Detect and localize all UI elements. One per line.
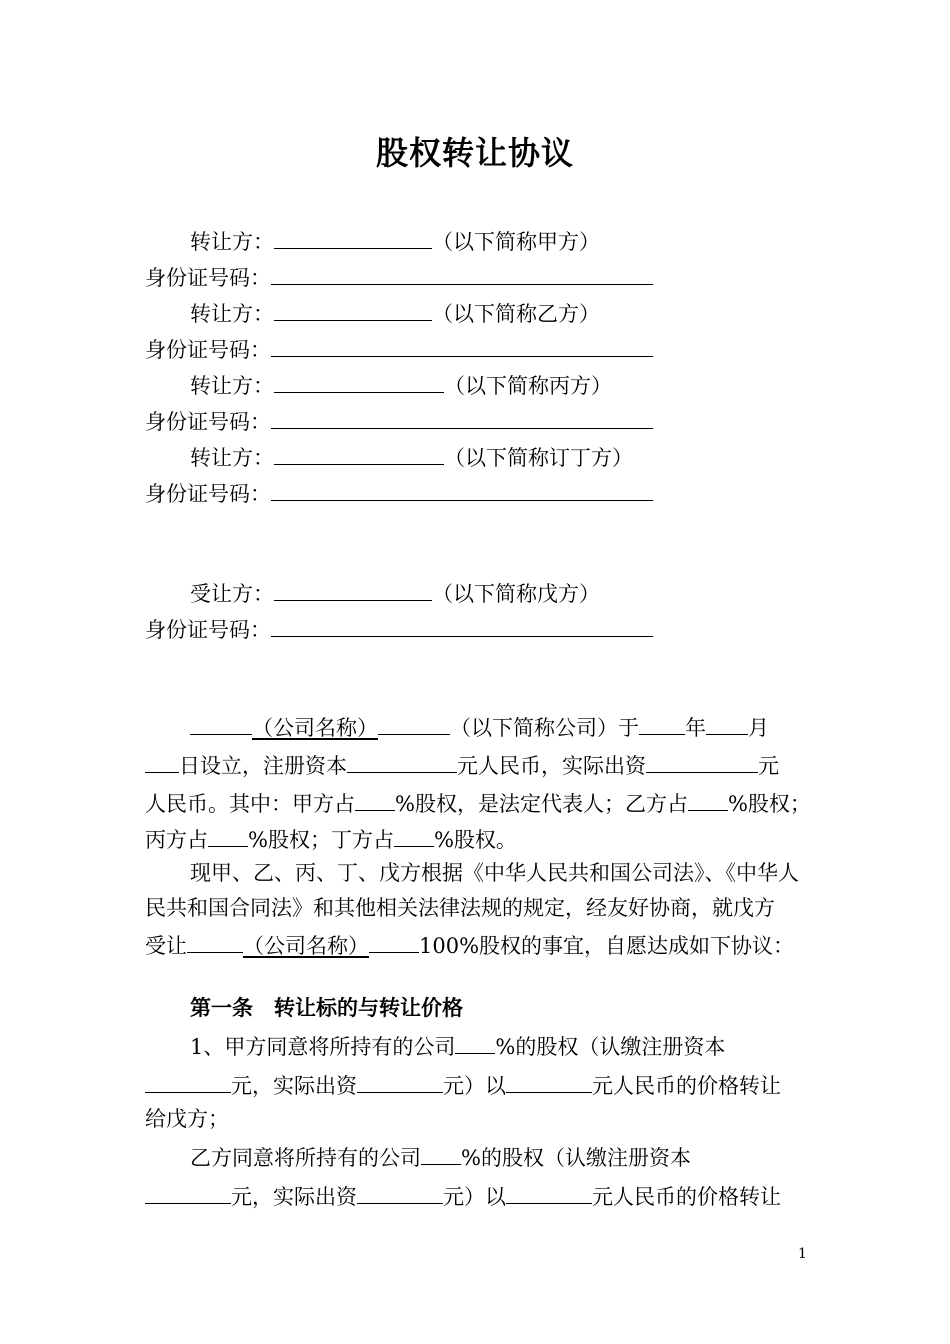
id-label: 身份证号码： [145, 266, 271, 290]
party-b-id-blank[interactable] [271, 332, 653, 357]
party-c-name-blank[interactable] [274, 368, 444, 393]
intro-line-4 [145, 822, 517, 855]
intro-text: %股权，是法定代表人；乙方占 [395, 792, 688, 816]
article-1-b-line-2 [145, 1179, 781, 1212]
company-name-placeholder: （公司名称） [252, 716, 378, 740]
intro-text: 元人民币，实际出资 [457, 754, 646, 778]
article-text: 元）以 [443, 1185, 506, 1209]
party-a-id-row [145, 260, 653, 293]
article-text: %的股权（认缴注册资本 [495, 1035, 726, 1059]
intro-text: %股权。 [433, 828, 517, 852]
party-e-row [190, 576, 600, 609]
company-blank-left[interactable] [190, 710, 252, 735]
intro-text: %股权；丁方占 [248, 828, 394, 852]
company-name-placeholder: （公司名称） [243, 934, 369, 958]
id-label: 身份证号码： [145, 338, 271, 362]
company-blank-right[interactable] [378, 710, 450, 735]
party-d-row [190, 440, 633, 473]
basis-line-2: 民共和国合同法》和其他相关法律法规的规定，经友好协商，就戊方 [145, 896, 775, 920]
intro-line-2 [145, 748, 779, 781]
page-number: 1 [798, 1246, 807, 1262]
article-1-b-line-1 [190, 1140, 691, 1173]
article-text: %的股权（认缴注册资本 [461, 1146, 691, 1170]
party-e-note: （以下简称戊方） [432, 582, 600, 606]
party-b-paid-capital-blank[interactable] [357, 1179, 443, 1204]
article-text: 元，实际出资 [231, 1185, 357, 1209]
party-a-subscribed-capital-blank[interactable] [145, 1068, 231, 1093]
intro-line-3 [145, 786, 811, 819]
article-1-heading: 第一条 转让标的与转让价格 [190, 995, 463, 1020]
party-b-id-row [145, 332, 653, 365]
party-d-id-blank[interactable] [271, 476, 653, 501]
basis-line-3 [145, 928, 794, 961]
year-blank[interactable] [639, 710, 685, 735]
id-label: 身份证号码： [145, 618, 271, 642]
article-text: 元，实际出资 [231, 1074, 357, 1098]
party-b-name-blank[interactable] [274, 296, 432, 321]
party-c-id-blank[interactable] [271, 404, 653, 429]
article-1-a-line-3: 给戊方； [145, 1107, 229, 1131]
document-title: 股权转让协议 [375, 134, 574, 172]
party-c-share-blank[interactable] [208, 822, 248, 847]
transferor-label: 转让方： [190, 230, 274, 254]
party-e-name-blank[interactable] [274, 576, 432, 601]
intro-text: 年 [685, 716, 706, 740]
party-d-note: （以下简称订丁方） [444, 446, 633, 470]
basis-line-1: 现甲、乙、丙、丁、戊方根据《中华人民共和国公司法》、《中华人 [190, 861, 799, 885]
intro-text: %股权； [727, 792, 811, 816]
company-blank-right[interactable] [369, 928, 419, 953]
article-text: 元）以 [443, 1074, 506, 1098]
party-b-row [190, 296, 600, 329]
transferor-label: 转让方： [190, 302, 274, 326]
party-a-id-blank[interactable] [271, 260, 653, 285]
intro-text: 日设立，注册资本 [179, 754, 347, 778]
article-text: 1、甲方同意将所持有的公司 [190, 1035, 456, 1059]
party-a-name-blank[interactable] [274, 224, 432, 249]
party-d-share-blank[interactable] [394, 822, 434, 847]
party-d-name-blank[interactable] [274, 440, 444, 465]
party-c-note: （以下简称丙方） [444, 374, 612, 398]
party-c-id-row [145, 404, 653, 437]
intro-text: 元 [758, 754, 779, 778]
id-label: 身份证号码： [145, 410, 271, 434]
intro-line-1 [190, 710, 769, 743]
party-a-note: （以下简称甲方） [432, 230, 600, 254]
basis-text: 100%股权的事宜，自愿达成如下协议： [419, 934, 795, 958]
intro-text: 丙方占 [145, 828, 208, 852]
month-blank[interactable] [706, 710, 748, 735]
intro-text: 人民币。其中：甲方占 [145, 792, 355, 816]
party-b-price-blank[interactable] [506, 1179, 592, 1204]
day-blank[interactable] [145, 748, 179, 773]
party-a-share-blank[interactable] [355, 786, 395, 811]
transferor-label: 转让方： [190, 446, 274, 470]
party-d-id-row [145, 476, 653, 509]
party-e-id-blank[interactable] [271, 612, 653, 637]
party-a-transfer-share-blank[interactable] [455, 1029, 495, 1054]
party-c-row [190, 368, 612, 401]
party-b-note: （以下简称乙方） [432, 302, 600, 326]
article-1-a-line-2 [145, 1068, 781, 1101]
article-1-a-line-1 [190, 1029, 725, 1062]
party-b-transfer-share-blank[interactable] [421, 1140, 461, 1165]
article-text: 乙方同意将所持有的公司 [190, 1146, 421, 1170]
party-b-share-blank[interactable] [688, 786, 728, 811]
party-e-id-row [145, 612, 653, 645]
transferor-label: 转让方： [190, 374, 274, 398]
article-text: 元人民币的价格转让 [592, 1074, 781, 1098]
paid-capital-blank[interactable] [646, 748, 758, 773]
party-b-subscribed-capital-blank[interactable] [145, 1179, 231, 1204]
party-a-paid-capital-blank[interactable] [357, 1068, 443, 1093]
party-a-row [190, 224, 600, 257]
basis-text: 受让 [145, 934, 187, 958]
id-label: 身份证号码： [145, 482, 271, 506]
company-blank-left[interactable] [187, 928, 243, 953]
article-text: 元人民币的价格转让 [592, 1185, 781, 1209]
transferee-label: 受让方： [190, 582, 274, 606]
intro-text: 月 [748, 716, 769, 740]
registered-capital-blank[interactable] [347, 748, 457, 773]
party-a-price-blank[interactable] [506, 1068, 592, 1093]
intro-text: （以下简称公司）于 [450, 716, 639, 740]
